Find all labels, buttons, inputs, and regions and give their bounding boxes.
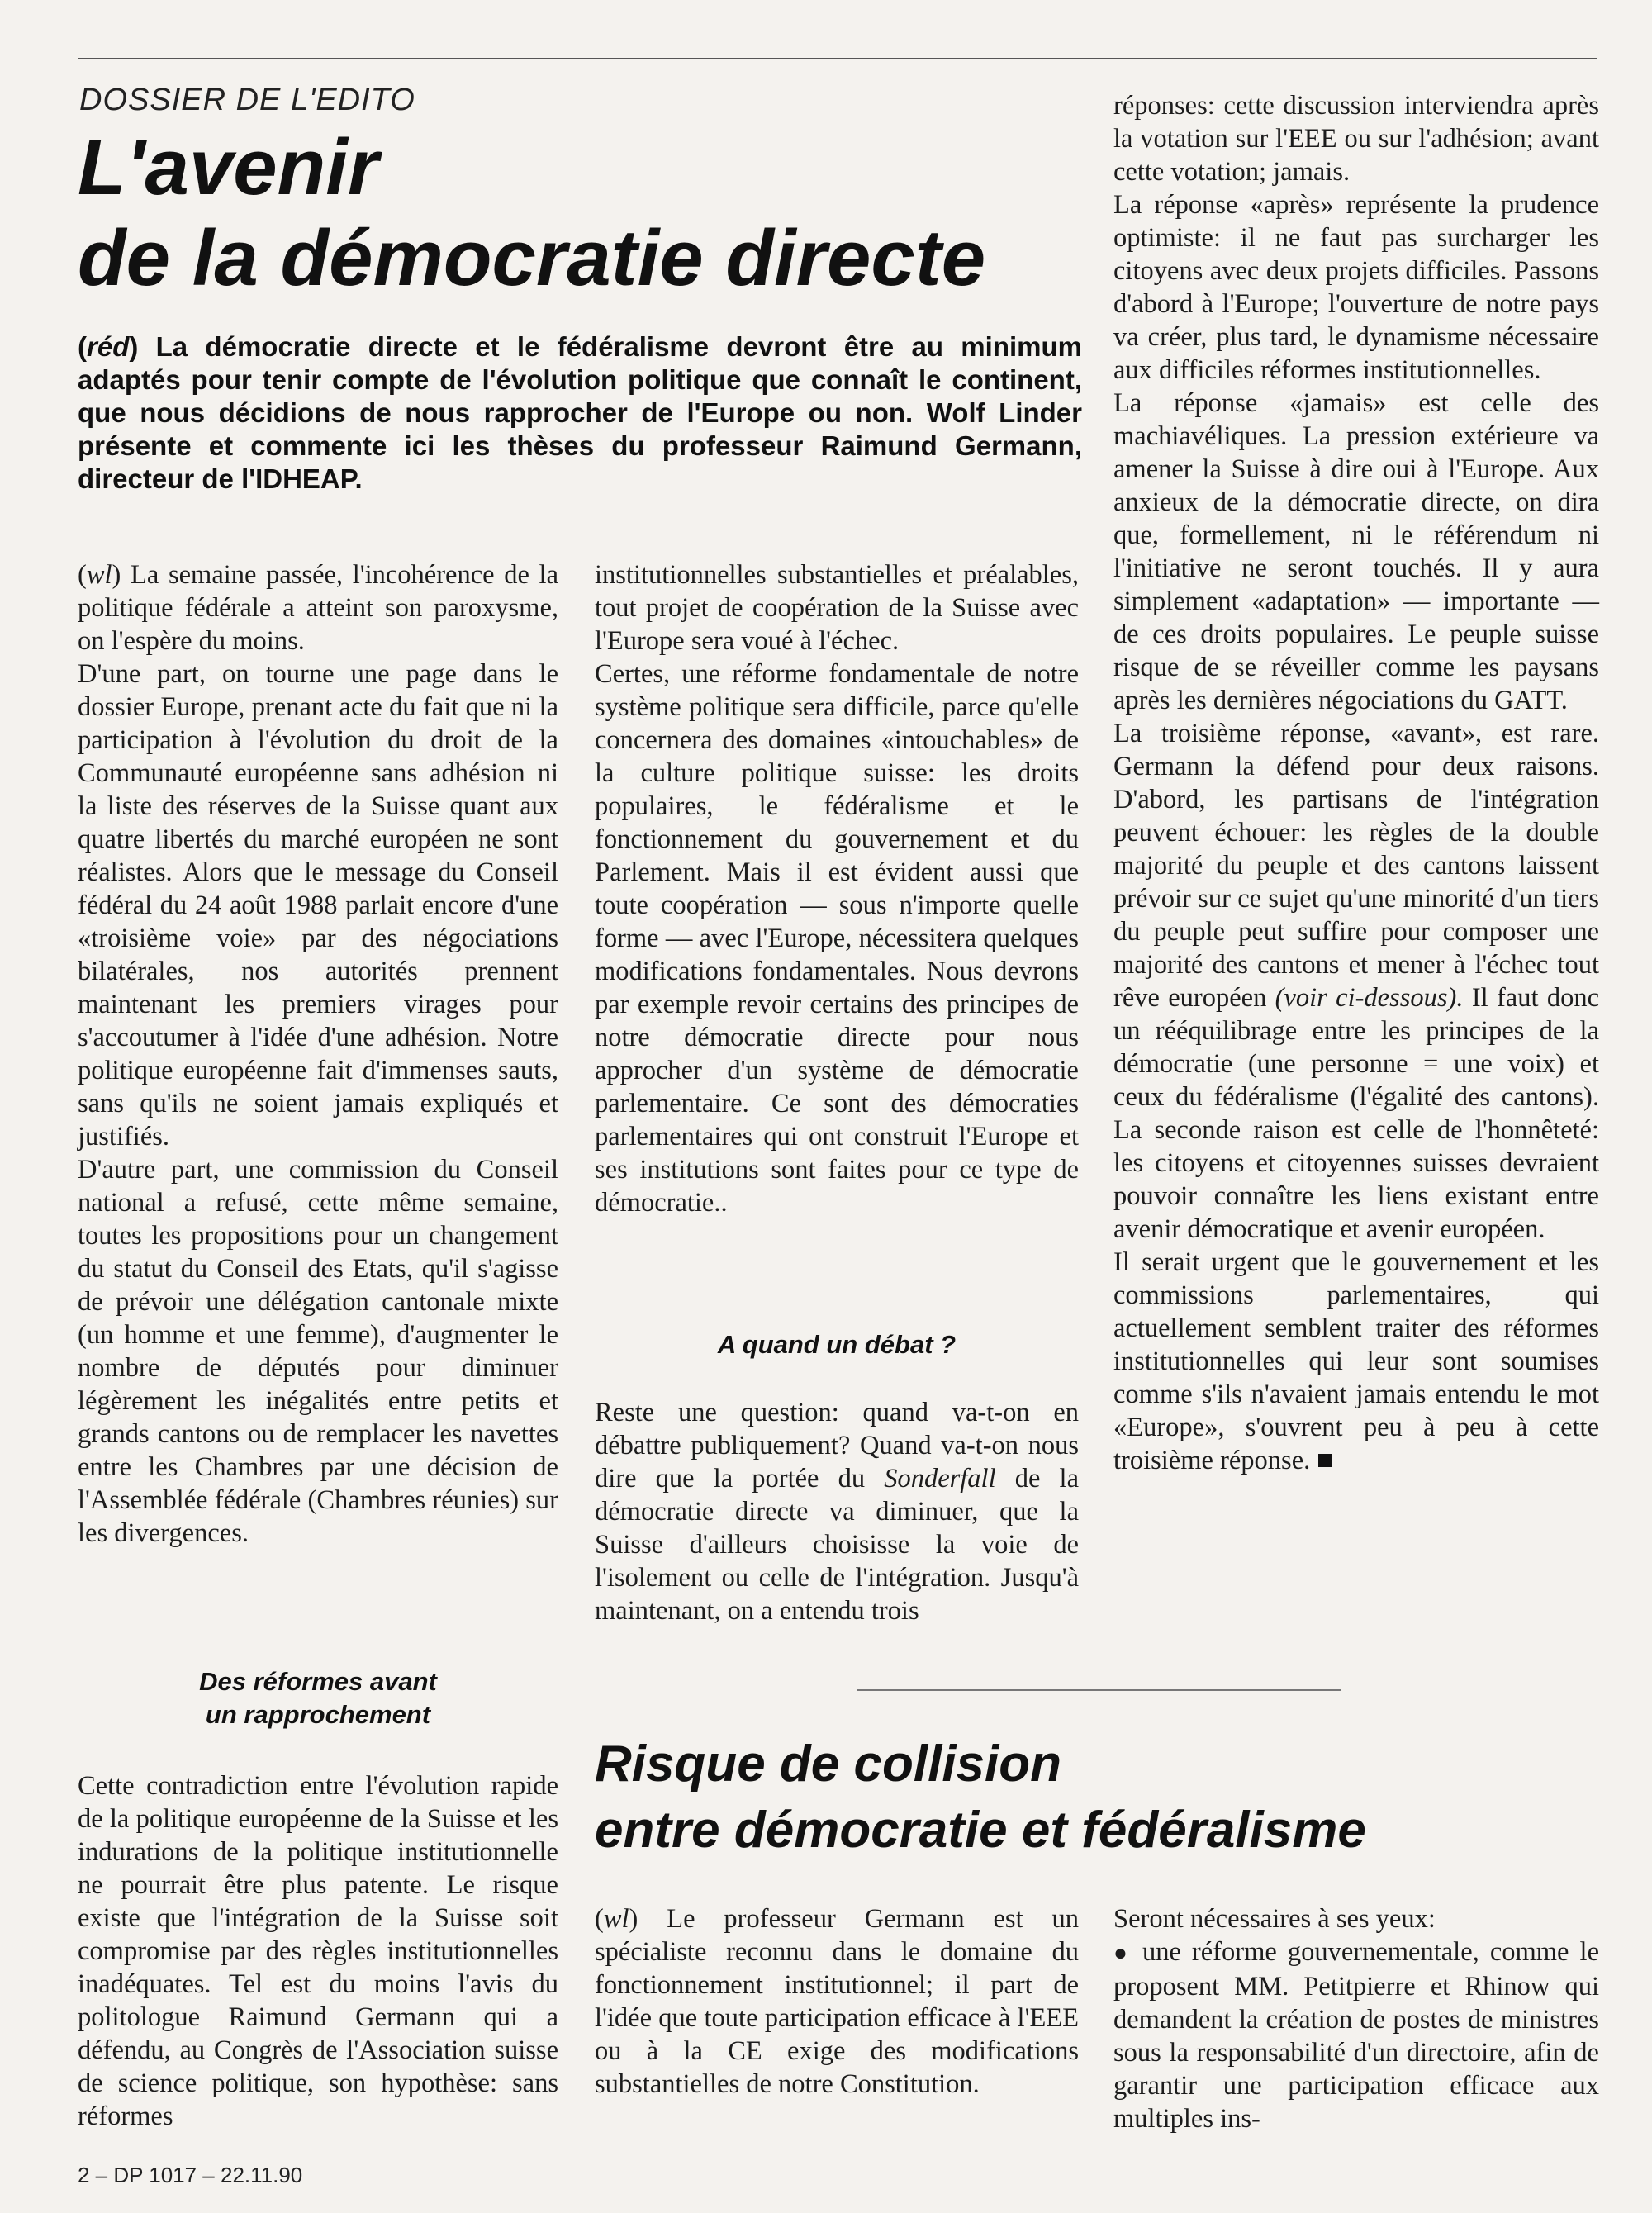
paragraph-text: La troisième réponse, «avant», est rare. Germann la défend pour deux raisons. D'abord, les partisans de l'intégration peuvent échouer: les règles de la double majorité du peuple et des cantons laissent prévoir sur ce sujet qu'une minorité d'un tiers du peuple peut suffire pour composer une majorité des cantons et mener à l'échec tout rêve européen: [1113, 719, 1599, 1013]
article-column-2-continued: [595, 1396, 1079, 1627]
paragraph: La réponse «jamais» est celle des machiavéliques. La pression extérieure va amener la Suisse à dire oui à l'Europe. Aux anxieux de la démocratie directe, on dira que, formellement, ni le référendum ni l'initiative ne seront touchés. Il y aura simplement «adaptation» — importante — de ces droits populaires. Le peuple suisse risque de se réveiller comme les paysans après les dernières négociations du GATT.: [1113, 388, 1599, 715]
lead-text: La démocratie directe et le fédéralisme devront être au minimum adaptés pour tenir compte de l'évolution politique que connaît le continent, que nous décidions de nous rapprocher de l'Europe ou non. Wolf Linder présente et commente ici les thèses du professeur Raimund Germann, directeur de l'IDHEAP.: [78, 331, 1082, 494]
paragraph-italic: (voir ci-dessous).: [1275, 983, 1464, 1013]
article-column-2: [595, 558, 1079, 1219]
paragraph: (wl) Le professeur Germann est un spécialiste reconnu dans le domaine du fonctionnement institutionnel; il part de l'idée que toute participation efficace à l'EEE ou à la CE exige des modifications substantielles de notre Constitution.: [595, 1904, 1079, 2099]
paragraph-text: Reste une question: quand va-t-on en débattre publiquement? Quand va-t-on nous dire que la portée du: [595, 1398, 1079, 1494]
article-column-1: [78, 558, 558, 1550]
subheading-line: Des réformes avant: [199, 1667, 437, 1696]
article-column-3: [1113, 89, 1599, 1477]
article-column-1-continued: [78, 1769, 558, 2133]
paragraph: D'autre part, une commission du Conseil national a refusé, cette même semaine, toutes les propositions pour un changement du statut du Conseil des Etats, qu'il s'agisse de prévoir une délégation cantonale mixte (un homme et une femme), d'augmenter le nombre de députés pour diminuer légèrement les inégalités entre petits et grands cantons ou de remplacer les navettes entre les Chambres par une décision de l'Assemblée fédérale (Chambres réunies) sur les divergences.: [78, 1155, 558, 1548]
article-separator-rule: [857, 1689, 1341, 1691]
paragraph: [1113, 717, 1599, 1246]
bullet-icon: ●: [1113, 1940, 1132, 1966]
article2-title-line2: entre démocratie et fédéralisme: [595, 1802, 1366, 1859]
byline: wl: [86, 560, 112, 590]
paragraph: Seront nécessaires à ses yeux:: [1113, 1904, 1436, 1934]
article2-title-line1: Risque de collision: [595, 1736, 1061, 1793]
paragraph-text: La semaine passée, l'incohérence de la politique fédérale a atteint son paroxysme, on l'espère du moins.: [78, 560, 558, 656]
paragraph-italic: Sonderfall: [884, 1464, 996, 1494]
article2-column-1: [595, 1902, 1079, 2101]
top-rule: [78, 58, 1597, 59]
paragraph-text: Il serait urgent que le gouvernement et les commissions parlementaires, qui actuellement semblent traiter des réformes institutionnelles qui leur sont soumises comme s'ils n'avaient jamais entendu le mot «Europe», s'ouvrent peu à peu à cette troisième réponse.: [1113, 1247, 1599, 1475]
paragraph: La réponse «après» représente la prudence optimiste: il ne faut pas surcharger les citoyens avec deux projets difficiles. Passons d'abord à l'Europe; l'ouverture de notre pays va créer, plus tard, le dynamisme nécessaire aux difficiles réformes institutionnelles.: [1113, 190, 1599, 385]
page-title-line2: de la démocratie directe: [78, 214, 986, 302]
paragraph: institutionnelles substantielles et préalables, tout projet de coopération de la Suisse avec l'Europe sera voué à l'échec.: [595, 560, 1079, 656]
paragraph-text: une réforme gouvernementale, comme le proposent MM. Petitpierre et Rhinow qui demandent la création de postes de ministres sous la responsabilité d'un directoire, afin de garantir une participation efficace aux multiples ins-: [1113, 1937, 1599, 2134]
paragraph-text: Le professeur Germann est un spécialiste reconnu dans le domaine du fonctionnement institutionnel; il part de l'idée que toute participation efficace à l'EEE ou à la CE exige des modifications substantielles de notre Constitution.: [595, 1904, 1079, 2099]
page-title-line1: L'avenir: [78, 123, 379, 211]
subheading-debat: A quand un débat ?: [717, 1330, 957, 1359]
paragraph: D'une part, on tourne une page dans le dossier Europe, prenant acte du fait que ni la participation à l'évolution du droit de la Communauté européenne sans adhésion ni la liste des réserves de la Suisse quant aux quatre libertés du marché européen ne sont réalistes. Alors que le message du Conseil fédéral du 24 août 1988 parlait encore d'une «troisième voie» par des négociations bilatérales, nos autorités prennent maintenant les premiers virages pour s'accoutumer à l'idée d'une adhésion. Notre politique européenne fait d'immenses sauts, sans qu'ils ne soient jamais expliqués et justifiés.: [78, 659, 558, 1152]
page-footer: 2 – DP 1017 – 22.11.90: [78, 2163, 303, 2187]
paragraph-text: Il faut donc un rééquilibrage entre les principes de la démocratie (une personne = une voix) et ceux du fédéralisme (l'égalité des cantons). La seconde raison est celle de l'honnêteté: les citoyens et citoyennes suisses devraient pouvoir connaître les liens existant entre avenir démocratique et avenir européen.: [1113, 983, 1599, 1244]
subheading-reformes: [78, 1665, 558, 1731]
section-kicker: DOSSIER DE L'EDITO: [79, 83, 415, 117]
bullet-item: [1113, 1935, 1599, 2135]
lead-tag: réd: [87, 331, 130, 362]
paragraph-text: de la démocratie directe va diminuer, que la Suisse d'ailleurs choisisse la voie de l'isolement ou celle de l'intégration. Jusqu'à maintenant, on a entendu trois: [595, 1464, 1079, 1626]
paragraph: [1113, 1246, 1599, 1477]
paragraph: Certes, une réforme fondamentale de notre système politique sera difficile, parce qu'elle concernera des domaines «intouchables» de la culture politique suisse: les droits populaires, le fédéralisme et le fonctionnement du gouvernement et du Parlement. Mais il est évident aussi que toute coopération — sous n'importe quelle forme — avec l'Europe, nécessitera quelques modifications fondamentales. Nous devrons par exemple revoir certains des principes de notre démocratie directe pour nous approcher d'un système de démocratie parlementaire. Ce sont des démocraties parlementaires qui ont construit l'Europe et ses institutions sont faites pour ce type de démocratie..: [595, 659, 1079, 1218]
paragraph: (wl) La semaine passée, l'incohérence de la politique fédérale a atteint son paroxysme, on l'espère du moins.: [78, 560, 558, 656]
paragraph: Cette contradiction entre l'évolution rapide de la politique européenne de la Suisse et les indurations de la politique institutionnelle ne pourrait être plus patente. Le risque existe que l'intégration de la Suisse soit compromise par des règles institutionnelles inadéquates. Tel est du moins l'avis du politologue Raimund Germann qui a défendu, au Congrès de l'Association suisse de science politique, son hypothèse: sans réformes: [78, 1771, 558, 2131]
end-mark-icon: [1318, 1454, 1332, 1467]
article2-column-2: [1113, 1902, 1599, 2135]
paragraph: réponses: cette discussion interviendra après la votation sur l'EEE ou sur l'adhésion; avant cette votation; jamais.: [1113, 91, 1599, 187]
paragraph: [595, 1396, 1079, 1627]
lead-paragraph: (réd) La démocratie directe et le fédéralisme devront être au minimum adaptés pour tenir compte de l'évolution politique que connaît le continent, que nous décidions de nous rapprocher de l'Europe ou non. Wolf Linder présente et commente ici les thèses du professeur Raimund Germann, directeur de l'IDHEAP.: [78, 331, 1082, 494]
byline: wl: [603, 1904, 629, 1934]
subheading-line: un rapprochement: [205, 1700, 431, 1729]
